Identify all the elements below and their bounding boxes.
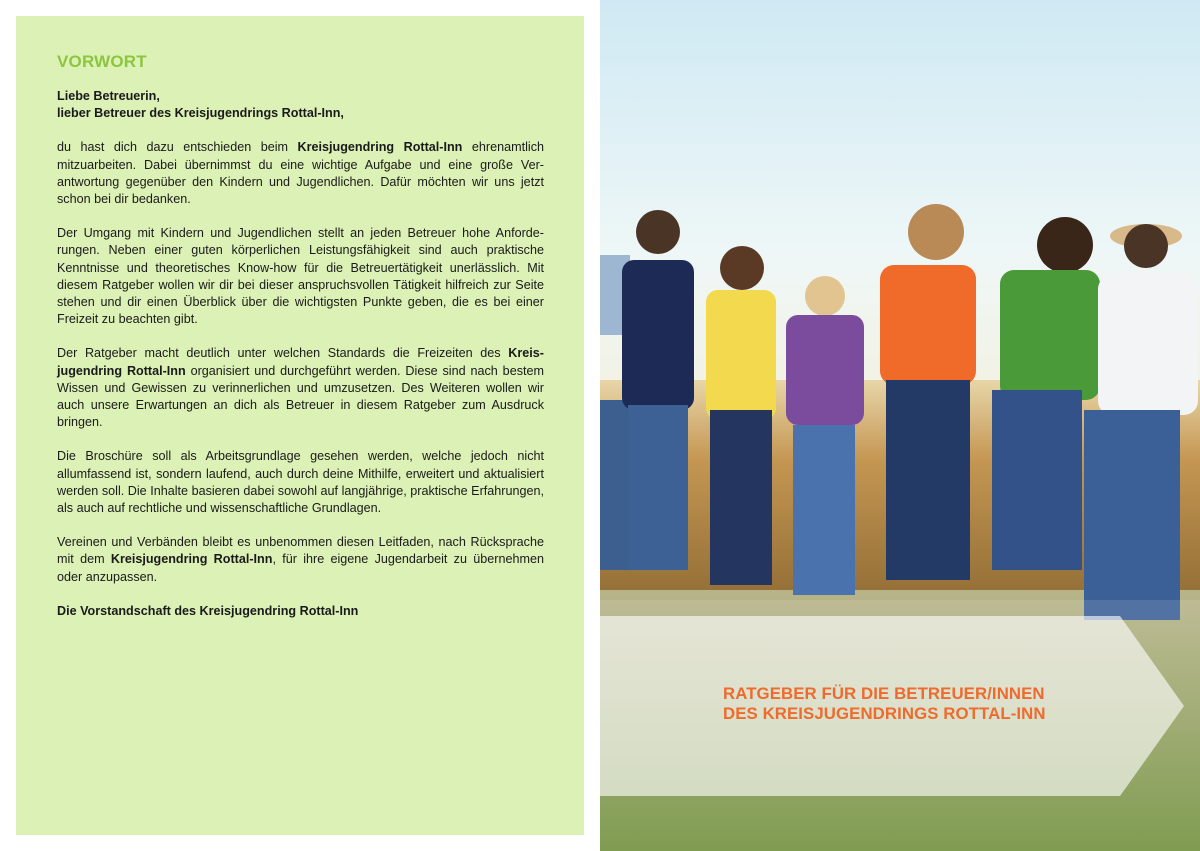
brochure-title <box>723 684 1143 724</box>
greeting-line-1: Liebe Betreuerin, <box>57 89 160 103</box>
person-3 <box>706 246 776 585</box>
paragraph-3-text-c: organisiert und durchgeführt werden. Diese sind nach bestem Wissen und Gewissen zu verinnerlichen und umzusetzen. Des Weiteren wollen wir auch unsere Erwartungen an dich als Betreuer in diesem Ratgeber zum Ausdruck bringen. <box>57 363 544 430</box>
foreword-panel <box>16 16 584 835</box>
paragraph-3-text-a: Der Ratgeber macht deutlich unter welchen Standards die Freizeiten des <box>57 346 509 361</box>
foreword-heading: VORWORT <box>57 52 147 71</box>
brochure-title-line-2: DES KREISJUGENDRINGS ROTTAL-INN <box>723 704 1046 723</box>
person-2 <box>622 210 694 570</box>
paragraph-3 <box>57 345 544 431</box>
paragraph-1 <box>57 139 544 208</box>
paragraph-1-text-c: ehrenamtlich mitzuarbeiten. Dabei übernimmst du eine wichtige Aufgabe und eine große Verantwortung gegenüber den Kindern und Jugendlichen. Dafür möchten wir uns jetzt schon bei dir bedanken. <box>57 140 544 207</box>
paragraph-5 <box>57 534 544 586</box>
paragraph-5-text-a: Vereinen und Verbänden bleibt es unbenommen diesen Leitfaden, nach Rücksprache mit dem <box>57 535 544 567</box>
paragraph-1-text-a: du hast dich dazu entschieden beim <box>57 140 298 155</box>
paragraph-4: Die Broschüre soll als Arbeitsgrundlage gesehen werden, welche jedoch nicht allumfassend ist, sondern laufend, auch durch deine Mithilfe, erweitert und aktualisiert werden soll. Die Inhalte basieren dabei sowohl auf langjährige, praktische Erfahrungen, als auch auf rechtliche und wissenschaftliche Grundlagen. <box>57 449 544 516</box>
paragraph-1-org-name: Kreisjugendring Rottal-Inn <box>297 140 463 155</box>
signature: Die Vorstandschaft des Kreisjugendring Rottal-Inn <box>57 603 359 618</box>
greeting <box>57 88 544 122</box>
person-4 <box>786 276 864 595</box>
paragraph-3-org-name: Kreisjugendring Rottal-Inn <box>57 346 544 378</box>
paragraph-5-org-name: Kreisjugendring Rottal-Inn <box>110 552 273 567</box>
brochure-title-line-1: RATGEBER FÜR DIE BETREUER/INNEN <box>723 684 1045 703</box>
paragraph-5-text-c: , für ihre eigene Jugendarbeit zu übernehmen oder anzupassen. <box>57 552 544 584</box>
paragraph-2: Der Umgang mit Kindern und Jugendlichen stellt an jeden Betreuer hohe Anforderungen. Neben einer guten körperlichen Leistungsfähigkeit sind auch praktische Kenntnisse und theoretisches Know-how für die Betreuertätigkeit unerlässlich. Mit diesem Ratgeber wollen wir dir bei dieser anspruchsvollen Tätigkeit hilfreich zur Seite stehen und dir einen Überblick über die wichtigsten Punkte geben, die es bei einer Freizeit zu beachten gibt. <box>57 226 544 327</box>
greeting-line-2: lieber Betreuer des Kreisjugendrings Rottal-Inn, <box>57 106 344 121</box>
